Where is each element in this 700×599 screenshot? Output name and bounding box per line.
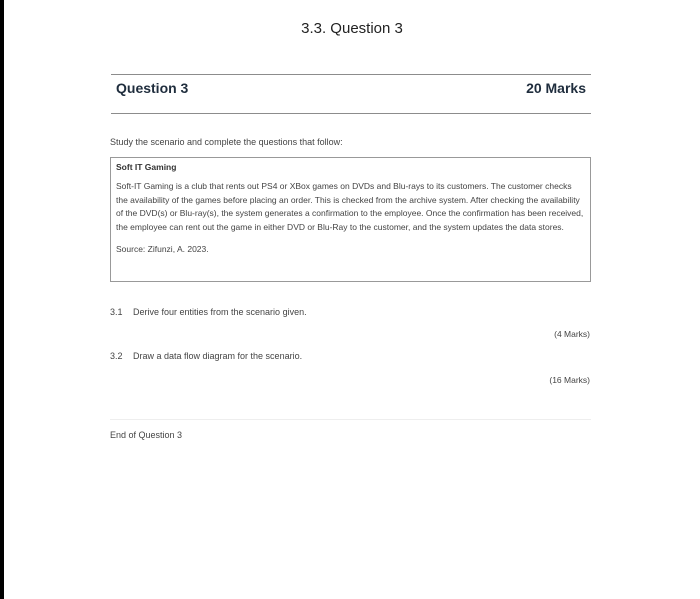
question-marks: (16 Marks) <box>549 375 590 385</box>
question-marks: (4 Marks) <box>554 329 590 339</box>
section-title: 3.3. Question 3 <box>301 20 403 37</box>
divider <box>110 419 591 420</box>
total-marks: 20 Marks <box>526 80 586 96</box>
scenario-title: Soft IT Gaming <box>116 162 177 172</box>
scenario-source: Source: Zifunzi, A. 2023. <box>116 243 209 254</box>
question-number: 3.1 <box>110 307 123 317</box>
end-of-question-text: End of Question 3 <box>110 430 183 440</box>
header-bottom-rule <box>111 113 591 114</box>
question-number: 3.2 <box>110 351 123 361</box>
scenario-body: Soft-IT Gaming is a club that rents out PS4 or XBox games on DVDs and Blu-rays to its customers. The customer checks the availability of the games before placing an order. This is checked from the archive system. After checking the availability of the DVD(s) or Blu-ray(s), the system generates a confirmation to the employee. Once the confirmation has been received, the employee can rent out the game in either DVD or Blu-Ray to the customer, and the system updates the data stores. <box>116 180 584 233</box>
question-text: Derive four entities from the scenario given. <box>133 307 307 317</box>
question-heading: Question 3 <box>116 80 189 96</box>
document-page <box>4 0 700 599</box>
question-item <box>110 351 302 361</box>
header-top-rule <box>111 74 591 75</box>
instruction-text: Study the scenario and complete the questions that follow: <box>110 137 343 147</box>
question-item <box>110 307 307 317</box>
scenario-box <box>110 157 591 282</box>
question-text: Draw a data flow diagram for the scenario. <box>133 351 303 361</box>
